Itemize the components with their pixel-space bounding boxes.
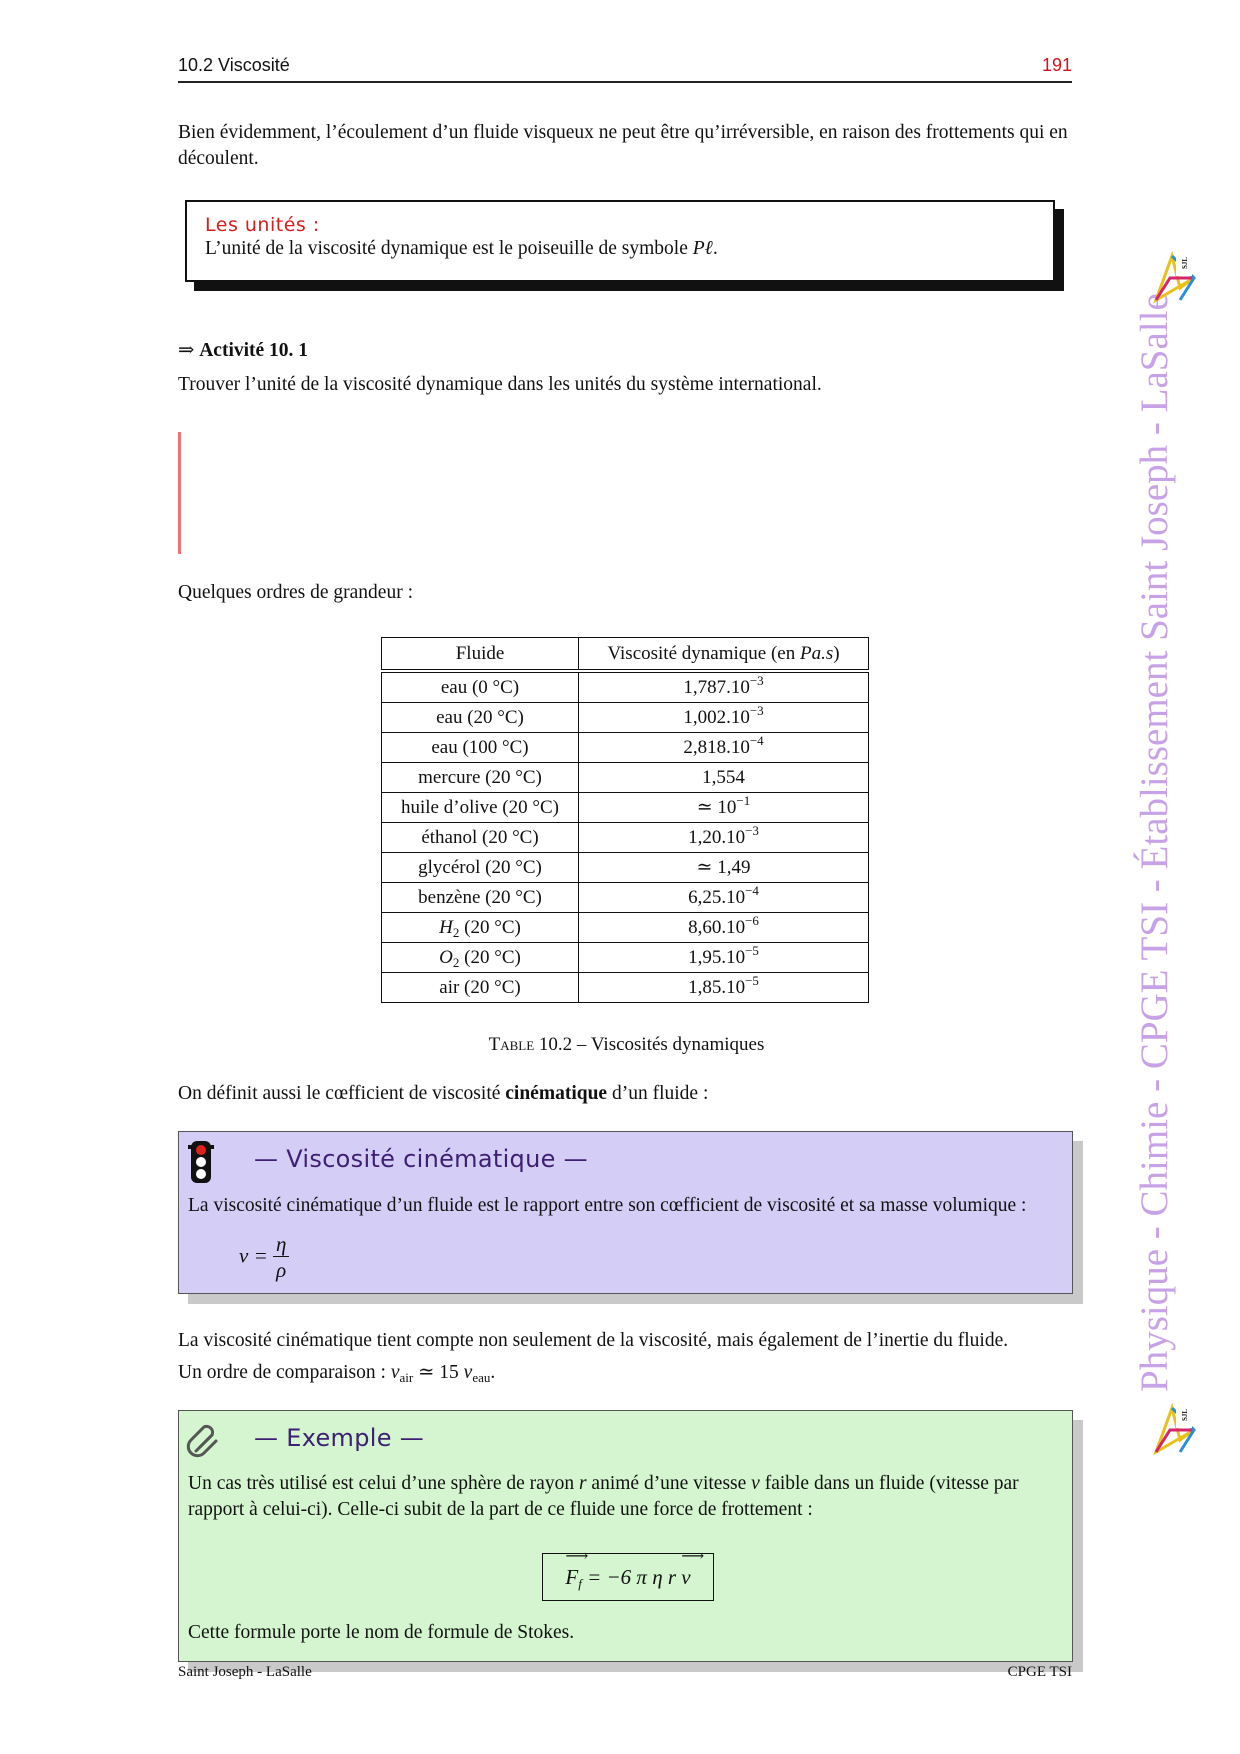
viscosity-cell: $1,95.10^{-5}$ <box>579 943 869 973</box>
header-rule <box>178 81 1072 83</box>
fluid-cell: eau (100 °C) <box>382 733 579 763</box>
table-caption: Table 10.2 – Viscosités dynamiques <box>488 1034 765 1055</box>
svg-text:SJL: SJL <box>1181 256 1189 270</box>
viscosity-cell: $1,85.10^{-5}$ <box>579 973 869 1003</box>
table-row <box>382 913 869 943</box>
viscosity-cell: $1,002.10^{-3}$ <box>579 703 869 733</box>
table-row <box>382 671 869 703</box>
table-row <box>382 973 869 1003</box>
table-row <box>382 823 869 853</box>
sidebar-banner: Physique - Chimie - CPGE TSI - Établissement Saint Joseph - LaSalle <box>1133 293 1176 1392</box>
answer-area-bar <box>178 432 181 554</box>
viscosity-cell: $1,20.10^{-3}$ <box>579 823 869 853</box>
header-viscosity: Viscosité dynamique (en Pa.s) <box>579 638 869 672</box>
example-box <box>178 1410 1073 1662</box>
units-text: L’unité de la viscosité dynamique est le poiseuille de symbole Pℓ. <box>205 238 718 259</box>
header-fluid: Fluide <box>382 638 579 672</box>
stokes-formula: ⟶ $F_f = -6$ π η r ⟶ v <box>542 1553 714 1601</box>
table-row <box>382 943 869 973</box>
example-title: — Exemple — <box>254 1424 424 1452</box>
kinematic-explanation: La viscosité cinématique tient compte non seulement de la viscosité, mais également de l’inertie du fluide. <box>178 1330 1009 1351</box>
stokes-conclusion: Cette formule porte le nom de formule de Stokes. <box>188 1622 575 1643</box>
school-logo-icon <box>1150 248 1198 308</box>
definition-box <box>178 1131 1073 1294</box>
section-header: 10.2 Viscosité <box>178 55 290 75</box>
activity-title: ⇒ Activité 10. 1 <box>178 340 309 361</box>
example-text: Un cas très utilisé est celui d’une sphère de rayon r animé d’une vitesse v faible dans un fluide (vitesse par rapport à celui-ci). Celle-ci subit de la part de ce fluide une force de frottement : <box>188 1473 1019 1520</box>
svg-text:SJL: SJL <box>1181 1408 1189 1422</box>
paperclip-icon <box>186 1423 222 1459</box>
page-number: 191 <box>1041 55 1072 75</box>
poiseuille-symbol: Pℓ <box>692 238 713 259</box>
viscosity-cell: $6,25.10^{-4}$ <box>579 883 869 913</box>
fluid-cell: mercure (20 °C) <box>382 763 579 793</box>
viscosity-cell: ≃ 1,49 <box>579 853 869 883</box>
comparison-line: Un ordre de comparaison : $\nu_{air}$ ≃ 15 $\nu_{eau}$. <box>178 1362 496 1385</box>
fluid-cell: éthanol (20 °C) <box>382 823 579 853</box>
fluid-cell: glycérol (20 °C) <box>382 853 579 883</box>
definition-text: La viscosité cinématique d’un fluide est le rapport entre son cœfficient de viscosité et sa masse volumique : <box>188 1195 1027 1216</box>
intro-paragraph: Bien évidemment, l’écoulement d’un fluide visqueux ne peut être qu’irréversible, en raison des frottements qui en découlent. <box>178 122 1068 169</box>
definition-formula: ν = $\frac{\eta}{\rho}$ <box>239 1232 289 1283</box>
school-logo-icon-bottom <box>1150 1400 1198 1460</box>
table-row <box>382 793 869 823</box>
fluid-cell: $O_2$ (20 °C) <box>382 943 579 973</box>
viscosity-cell: $8,60.10^{-6}$ <box>579 913 869 943</box>
fluid-cell: benzène (20 °C) <box>382 883 579 913</box>
fluid-cell: eau (0 °C) <box>382 671 579 703</box>
fluid-cell: huile d’olive (20 °C) <box>382 793 579 823</box>
fluid-cell: eau (20 °C) <box>382 703 579 733</box>
orders-intro: Quelques ordres de grandeur : <box>178 582 413 603</box>
footer-left: Saint Joseph - LaSalle <box>178 1664 312 1680</box>
definition-title: — Viscosité cinématique — <box>254 1145 588 1173</box>
table-row <box>382 703 869 733</box>
arrow-icon: ⇒ <box>178 340 195 361</box>
fluid-cell: $H_2$ (20 °C) <box>382 913 579 943</box>
activity-question: Trouver l’unité de la viscosité dynamique dans les unités du système international. <box>178 374 822 395</box>
table-header-row <box>382 638 869 672</box>
table-row <box>382 883 869 913</box>
table-row <box>382 853 869 883</box>
viscosity-cell: $2,818.10^{-4}$ <box>579 733 869 763</box>
units-title: Les unités : <box>205 214 320 236</box>
viscosity-table <box>381 637 869 1003</box>
viscosity-cell: 1,554 <box>579 763 869 793</box>
table-row <box>382 763 869 793</box>
footer-right: CPGE TSI <box>1007 1664 1072 1680</box>
table-row <box>382 733 869 763</box>
kinematic-intro: On définit aussi le cœfficient de viscosité cinématique d’un fluide : <box>178 1083 709 1104</box>
units-box <box>185 200 1055 282</box>
fluid-cell: air (20 °C) <box>382 973 579 1003</box>
viscosity-cell: ≃ $10^{-1}$ <box>579 793 869 823</box>
viscosity-cell: $1,787.10^{-3}$ <box>579 671 869 703</box>
traffic-light-icon <box>188 1141 214 1183</box>
